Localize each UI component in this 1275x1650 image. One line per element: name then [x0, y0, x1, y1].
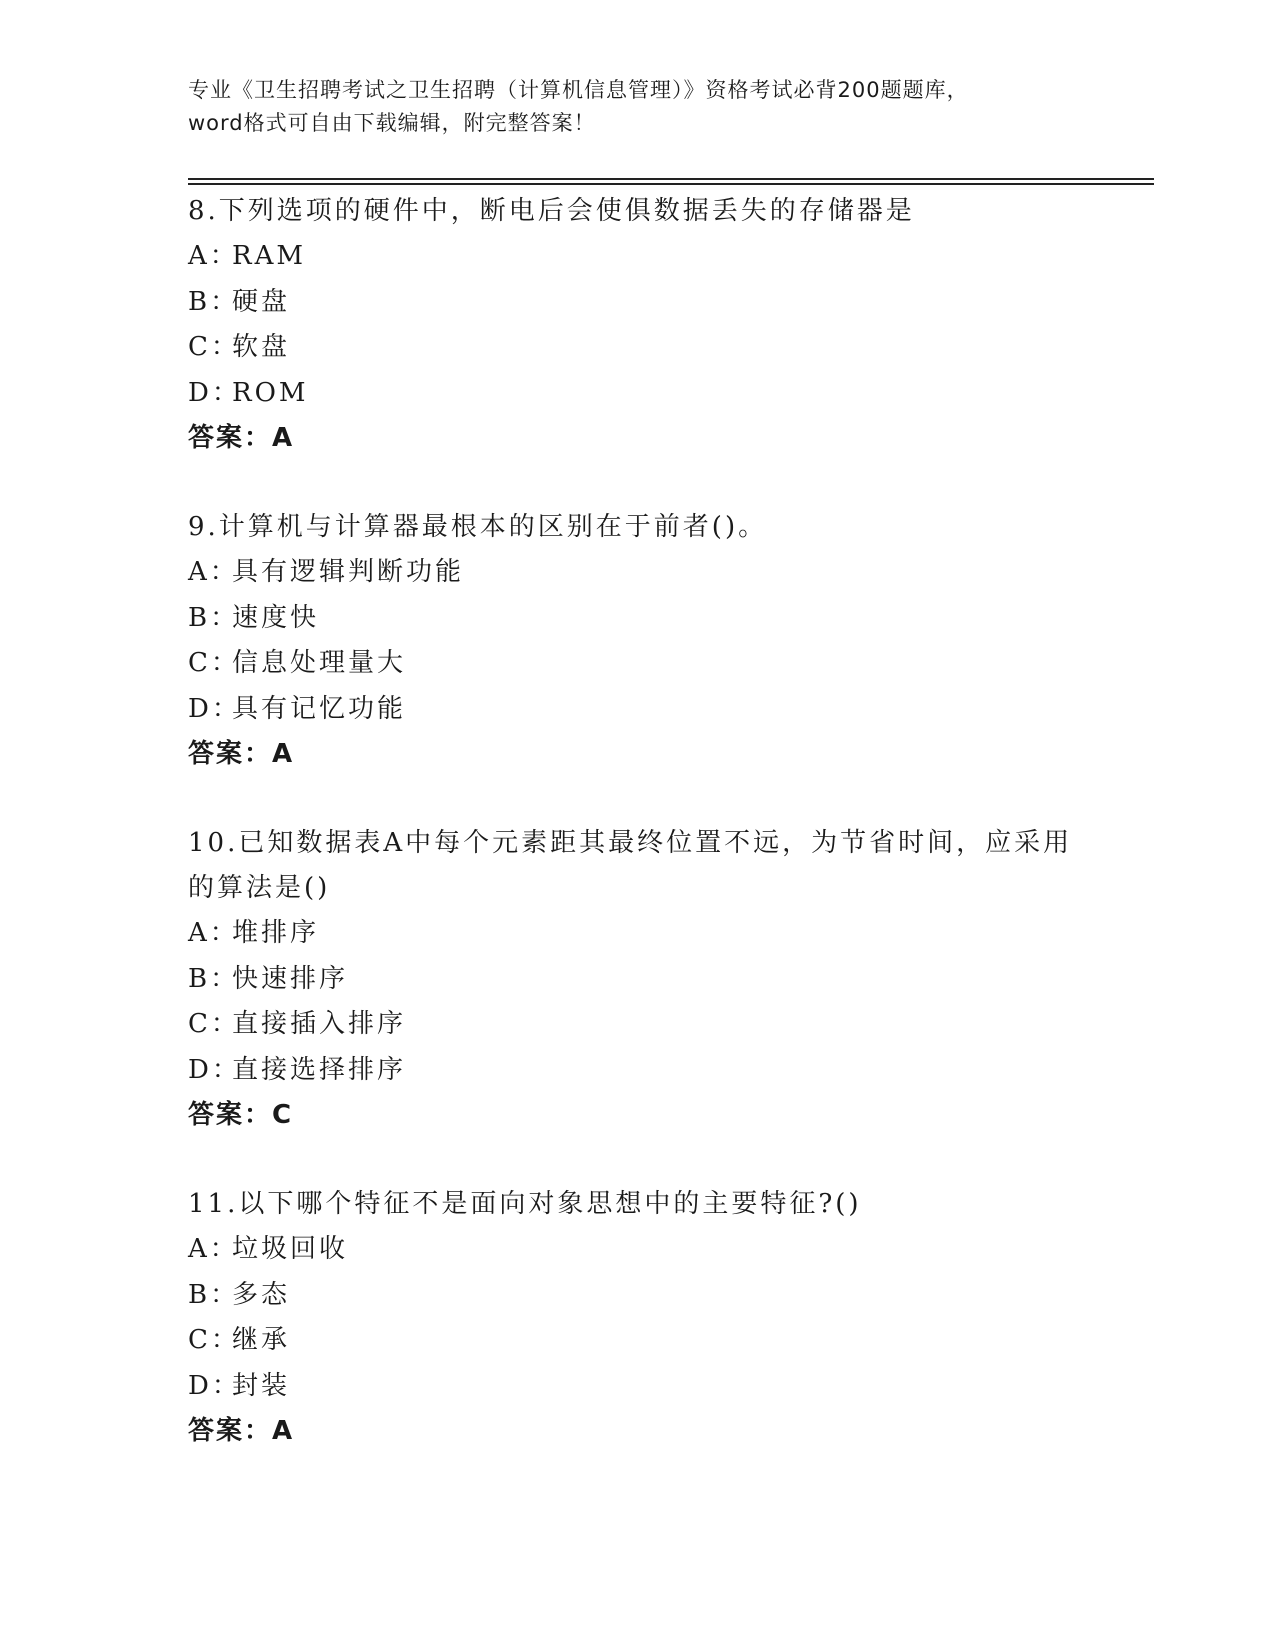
option-c	[188, 1002, 1088, 1048]
option-key: C：	[188, 332, 240, 362]
answer-line: 答案：A	[188, 739, 295, 769]
option-c	[188, 1318, 1088, 1364]
option-b	[188, 596, 1088, 642]
answer-line: 答案：C	[188, 1100, 294, 1130]
option-d	[188, 1364, 1088, 1410]
option-key: D：	[188, 1370, 241, 1401]
header-divider-top	[188, 178, 1154, 180]
option-key: D：	[188, 1054, 241, 1085]
option-value: 软盘	[232, 332, 291, 362]
option-key: B：	[188, 602, 240, 633]
document-header	[188, 74, 1088, 140]
question-spacer	[188, 461, 1088, 505]
option-value: 具有逻辑判断功能	[232, 557, 465, 587]
option-value: 速度快	[232, 602, 320, 633]
option-value: 直接选择排序	[232, 1054, 407, 1085]
option-key: A：	[188, 557, 239, 587]
option-key: B：	[188, 1279, 240, 1310]
option-value: 硬盘	[232, 286, 291, 317]
option-value: 堆排序	[232, 918, 320, 948]
header-divider-bottom	[188, 183, 1154, 185]
option-value: 快速排序	[232, 963, 349, 994]
option-value: 具有记忆功能	[232, 693, 407, 724]
option-b	[188, 280, 1088, 326]
option-value: 继承	[232, 1325, 291, 1355]
option-value: RAM	[232, 241, 306, 271]
option-key: D：	[188, 377, 241, 408]
option-d	[188, 371, 1088, 417]
header-line-1: 专业《卫生招聘考试之卫生招聘（计算机信息管理）》资格考试必背200题题库，	[188, 78, 969, 102]
option-key: D：	[188, 693, 241, 724]
question-spacer	[188, 1138, 1088, 1182]
question-spacer	[188, 777, 1088, 821]
option-value: 信息处理量大	[232, 648, 407, 678]
option-value: 多态	[232, 1279, 291, 1310]
option-value: 直接插入排序	[232, 1009, 407, 1039]
option-b	[188, 1273, 1088, 1319]
option-key: A：	[188, 1234, 239, 1264]
option-d	[188, 1048, 1088, 1094]
question-9	[188, 505, 1088, 777]
answer-line: 答案：A	[188, 1416, 295, 1446]
option-b	[188, 957, 1088, 1003]
question-text: 8.下列选项的硬件中，断电后会使俱数据丢失的存储器是	[188, 196, 915, 226]
question-text: 9.计算机与计算器最根本的区别在于前者()。	[188, 512, 768, 542]
option-c	[188, 641, 1088, 687]
option-c	[188, 325, 1088, 371]
header-line-2: word格式可自由下载编辑，附完整答案！	[188, 111, 596, 135]
question-8	[188, 189, 1088, 461]
question-list	[188, 189, 1088, 1454]
option-value: 垃圾回收	[232, 1234, 349, 1264]
option-key: C：	[188, 1325, 240, 1355]
option-a	[188, 550, 1088, 596]
option-value: ROM	[232, 377, 309, 408]
option-key: B：	[188, 286, 240, 317]
option-d	[188, 687, 1088, 733]
option-key: A：	[188, 241, 239, 271]
option-key: C：	[188, 648, 240, 678]
option-key: B：	[188, 963, 240, 994]
question-10	[188, 821, 1088, 1138]
answer-line: 答案：A	[188, 423, 295, 453]
option-key: C：	[188, 1009, 240, 1039]
option-a	[188, 1227, 1088, 1273]
question-text: 11.以下哪个特征不是面向对象思想中的主要特征?()	[188, 1189, 862, 1219]
question-text-line-1: 10.已知数据表A中每个元素距其最终位置不远，为节省时间，应采用	[188, 828, 1073, 858]
option-key: A：	[188, 918, 239, 948]
option-a	[188, 234, 1088, 280]
question-11	[188, 1182, 1088, 1454]
question-text-line-2: 的算法是()	[188, 873, 331, 903]
option-a	[188, 911, 1088, 957]
option-value: 封装	[232, 1370, 291, 1401]
